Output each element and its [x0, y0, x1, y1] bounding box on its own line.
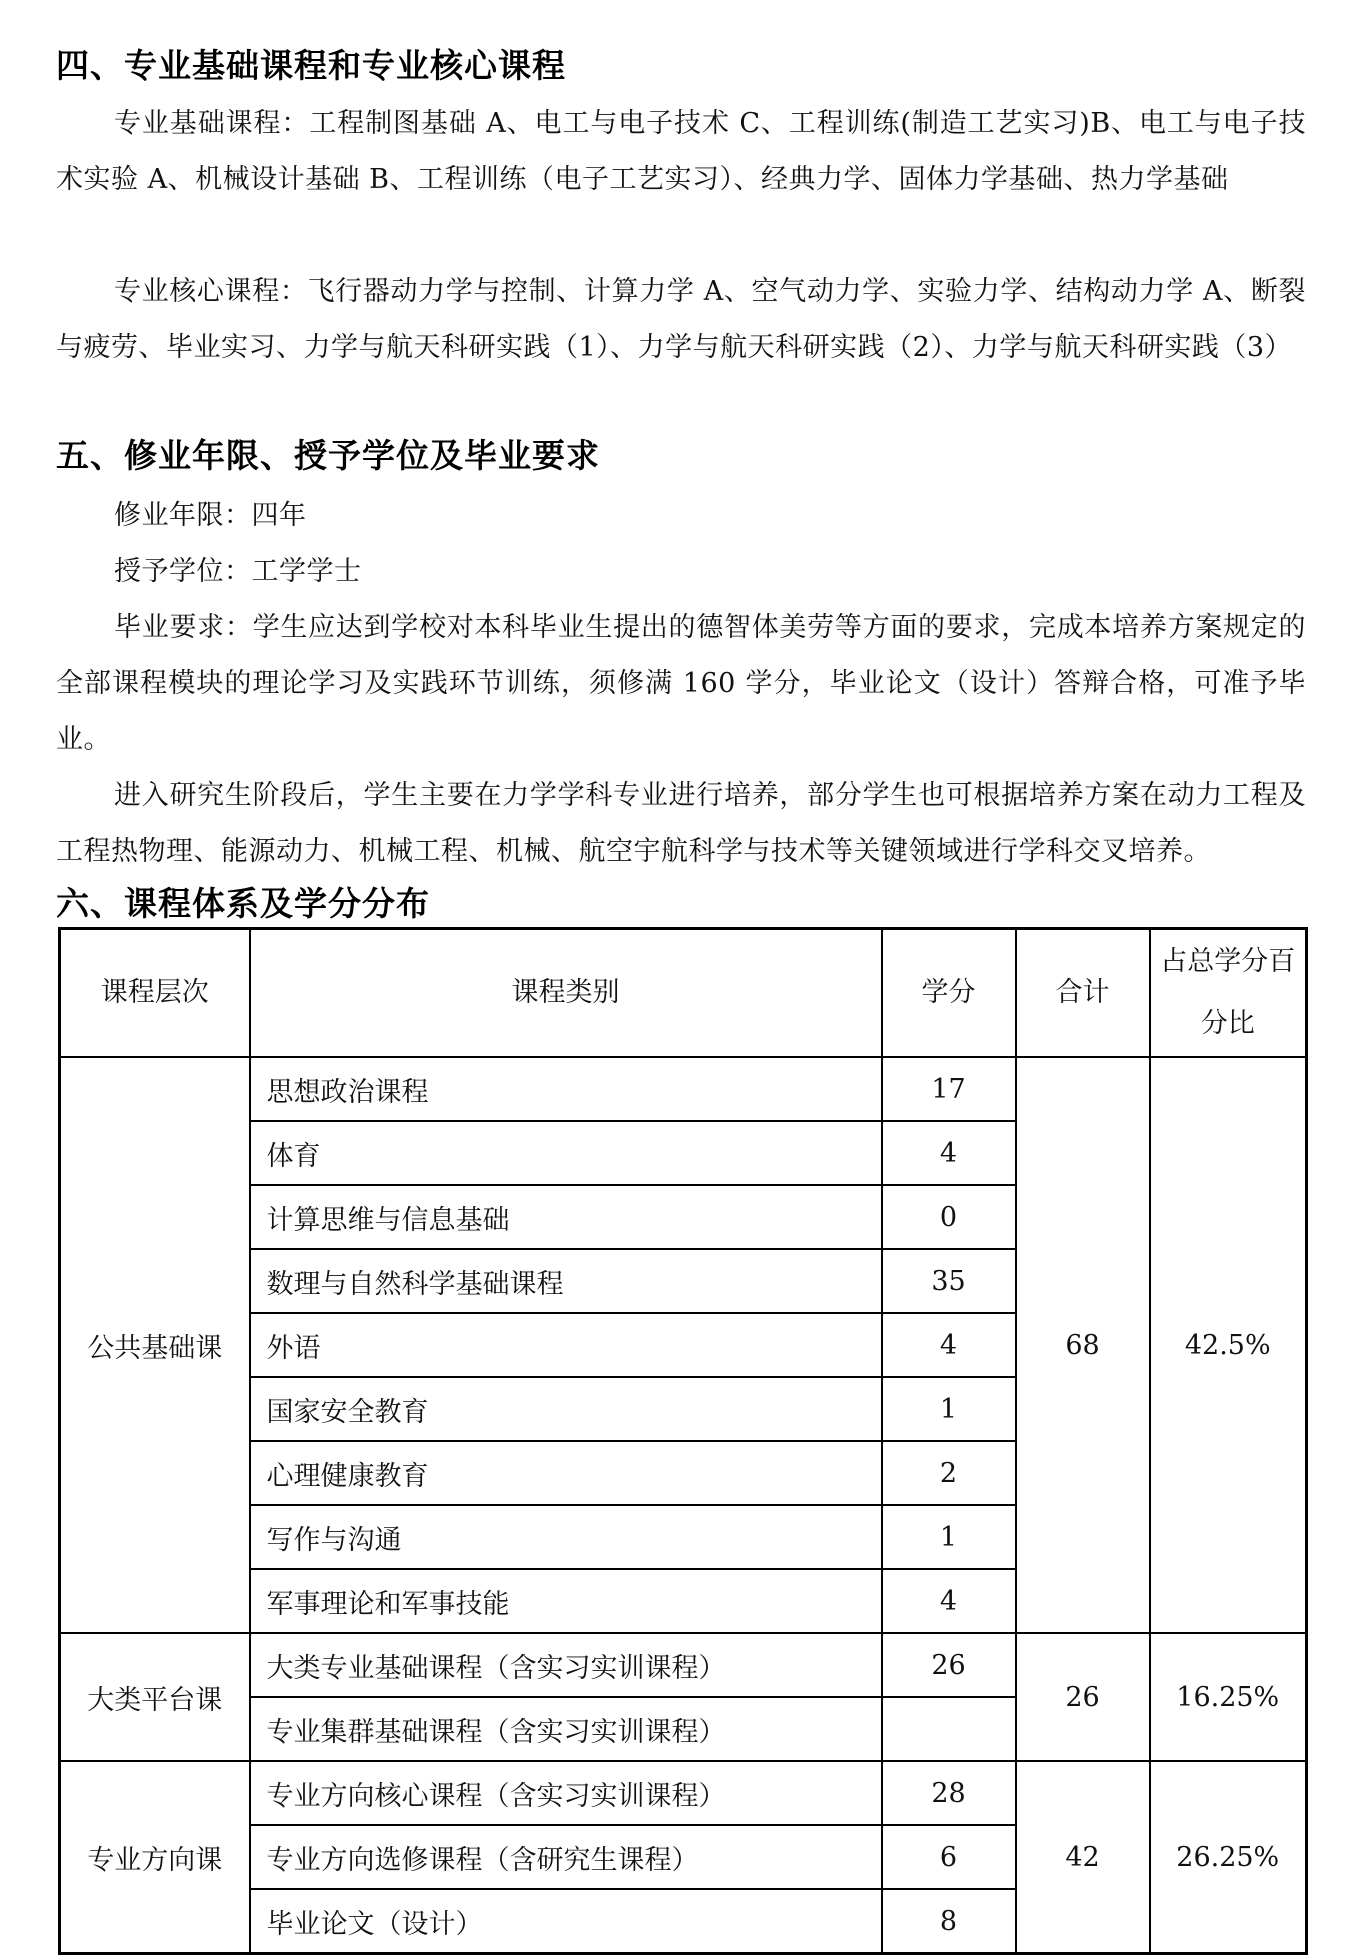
category-cell: 数理与自然科学基础课程 [250, 1249, 882, 1313]
section-5-heading: 五、修业年限、授予学位及毕业要求 [56, 436, 600, 475]
category-cell: 体育 [250, 1121, 882, 1185]
category-cell: 写作与沟通 [250, 1505, 882, 1569]
credits-cell [882, 1697, 1016, 1761]
category-cell: 心理健康教育 [250, 1441, 882, 1505]
header-category: 课程类别 [250, 929, 882, 1058]
table-row [60, 1633, 1307, 1697]
duration-line: 修业年限：四年 [114, 500, 307, 531]
header-level: 课程层次 [60, 929, 250, 1058]
percent-cell: 16.25% [1150, 1633, 1307, 1761]
category-cell: 军事理论和军事技能 [250, 1569, 882, 1633]
total-cell: 68 [1016, 1057, 1150, 1633]
category-cell: 毕业论文（设计） [250, 1889, 882, 1954]
credits-cell: 1 [882, 1377, 1016, 1441]
header-credits: 学分 [882, 929, 1016, 1058]
table-row [60, 1057, 1307, 1121]
category-cell: 大类专业基础课程（含实习实训课程） [250, 1633, 882, 1697]
header-total: 合计 [1016, 929, 1150, 1058]
category-cell: 专业集群基础课程（含实习实训课程） [250, 1697, 882, 1761]
credits-cell: 4 [882, 1313, 1016, 1377]
credits-cell: 28 [882, 1761, 1016, 1825]
degree-line: 授予学位：工学学士 [114, 556, 362, 587]
basic-courses-paragraph: 专业基础课程：工程制图基础 A、电工与电子技术 C、工程训练(制造工艺实习)B、电工与电子技术实验 A、机械设计基础 B、工程训练（电子工艺实习）、经典力学、固体力学基础、热力学基础 [56, 108, 1306, 195]
total-cell: 26 [1016, 1633, 1150, 1761]
level-cell: 公共基础课 [60, 1057, 250, 1633]
category-cell: 计算思维与信息基础 [250, 1185, 882, 1249]
category-cell: 思想政治课程 [250, 1057, 882, 1121]
credits-cell: 26 [882, 1633, 1016, 1697]
credit-distribution-table [58, 927, 1308, 1955]
core-courses-paragraph: 专业核心课程：飞行器动力学与控制、计算力学 A、空气动力学、实验力学、结构动力学 A、断裂与疲劳、毕业实习、力学与航天科研实践（1）、力学与航天科研实践（2）、力学与航天科研实践（3） [56, 276, 1306, 363]
credits-cell: 4 [882, 1121, 1016, 1185]
credits-cell: 2 [882, 1441, 1016, 1505]
level-cell: 大类平台课 [60, 1633, 250, 1761]
category-cell: 国家安全教育 [250, 1377, 882, 1441]
category-cell: 专业方向选修课程（含研究生课程） [250, 1825, 882, 1889]
total-cell: 42 [1016, 1761, 1150, 1954]
section-6-heading: 六、课程体系及学分分布 [56, 884, 430, 923]
section-4-heading: 四、专业基础课程和专业核心课程 [56, 46, 566, 85]
graduate-paragraph: 进入研究生阶段后，学生主要在力学学科专业进行培养，部分学生也可根据培养方案在动力工程及工程热物理、能源动力、机械工程、机械、航空宇航科学与技术等关键领域进行学科交叉培养。 [56, 780, 1306, 867]
credits-cell: 35 [882, 1249, 1016, 1313]
credits-cell: 6 [882, 1825, 1016, 1889]
level-cell: 专业方向课 [60, 1761, 250, 1954]
credits-cell: 4 [882, 1569, 1016, 1633]
percent-cell: 26.25% [1150, 1761, 1307, 1954]
requirements-paragraph: 毕业要求：学生应达到学校对本科毕业生提出的德智体美劳等方面的要求，完成本培养方案规定的全部课程模块的理论学习及实践环节训练，须修满 160 学分，毕业论文（设计）答辩合格，可准予毕业。 [56, 612, 1306, 755]
header-percent: 占总学分百分比 [1150, 929, 1307, 1058]
percent-cell: 42.5% [1150, 1057, 1307, 1633]
credits-cell: 17 [882, 1057, 1016, 1121]
table-row [60, 1761, 1307, 1825]
credits-cell: 0 [882, 1185, 1016, 1249]
category-cell: 专业方向核心课程（含实习实训课程） [250, 1761, 882, 1825]
category-cell: 外语 [250, 1313, 882, 1377]
credits-cell: 8 [882, 1889, 1016, 1954]
table-header-row [60, 929, 1307, 1058]
credits-cell: 1 [882, 1505, 1016, 1569]
